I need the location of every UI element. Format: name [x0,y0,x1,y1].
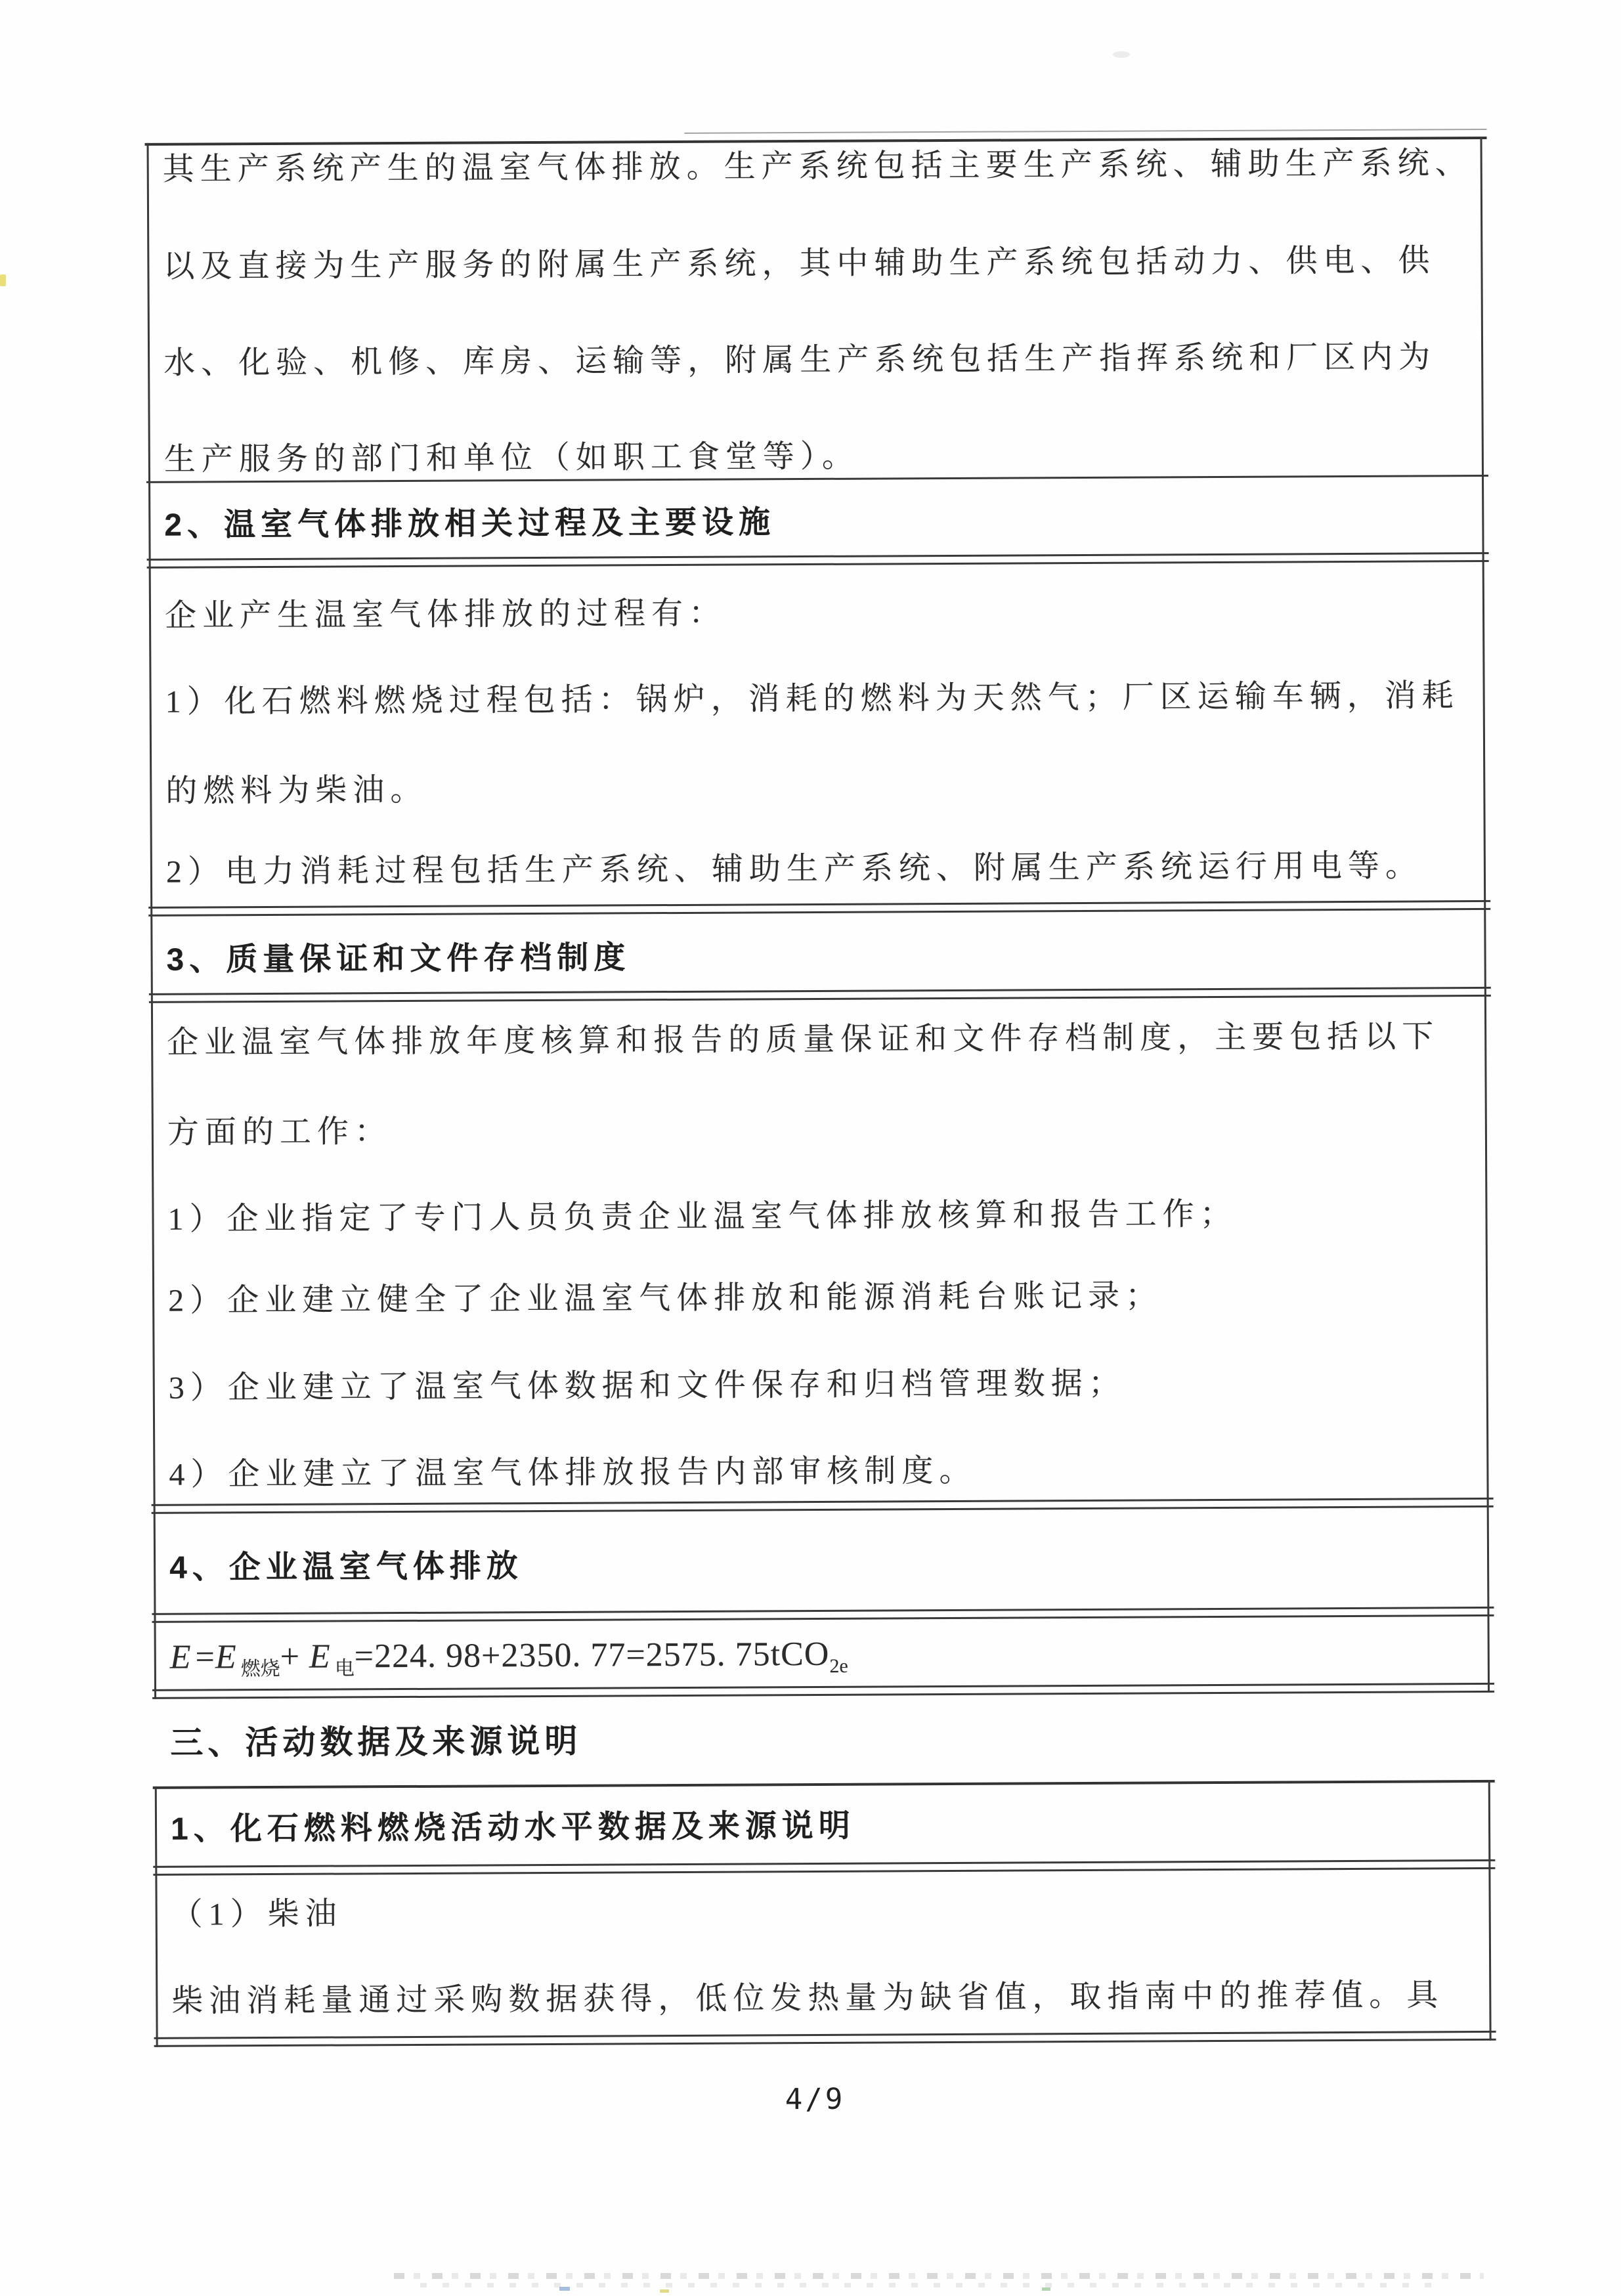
table1-bottom-border-b [152,1691,1494,1699]
header-fossil-fuel-activity-data: 1、化石燃料燃烧活动水平数据及来源说明 [170,1808,855,1847]
scan-artifact-smudge [1113,51,1130,58]
para-qa-item-2: 2）企业建立健全了企业温室气体排放和能源消耗台账记录； [167,1278,1163,1318]
formula-plus: + [280,1637,301,1676]
table1-row5-border-a [152,1498,1494,1506]
table2-bottom-border-a [154,2031,1496,2039]
para-qa-item-3: 3）企业建立了温室气体数据和文件保存和归档管理数据； [168,1366,1126,1406]
table1-row3-border-b [148,908,1490,917]
para-qa-item-1: 1）企业指定了专门人员负责企业温室气体排放核算和报告工作； [167,1196,1238,1237]
subitem-diesel: （1）柴油 [171,1896,343,1932]
page-number: 4/9 [785,2082,846,2117]
table2-right-border [1488,1780,1492,2041]
formula-E-electricity: E [309,1637,331,1676]
para-system-scope-line-3: 水、化验、机修、库房、运输等，附属生产系统包括生产指挥系统和厂区内为 [163,339,1437,381]
scan-noise-band-2 [420,2283,1444,2287]
header-quality-assurance: 3、质量保证和文件存档制度 [166,940,631,978]
table1-row4-border-b [149,995,1491,1003]
table1-left-border [147,143,157,1699]
para-qa-intro-line-1: 企业温室气体排放年度核算和报告的质量保证和文件存档制度，主要包括以下 [167,1019,1440,1060]
scan-artifact-yellow-speck [660,2289,669,2293]
scan-artifact-green-speck [1042,2287,1050,2291]
scan-artifact-yellow-dash [0,274,6,286]
table1-row6-border-a [152,1607,1494,1615]
table2-left-border [155,1787,158,2047]
formula-E-total: E [169,1638,192,1676]
emission-formula [170,1635,848,1681]
para-system-scope-line-2: 以及直接为生产服务的附属生产系统，其中辅助生产系统包括动力、供电、供 [163,243,1436,284]
table1-top-border [145,137,1487,146]
para-qa-item-4: 4）企业建立了温室气体排放报告内部审核制度。 [169,1453,977,1492]
table1-row6-border-b [152,1614,1494,1623]
formula-sub-co2e: 2e [829,1655,848,1678]
table2-header-border-a [153,1859,1495,1868]
header-enterprise-emission: 4、企业温室气体排放 [169,1549,523,1586]
formula-sub-combustion: 燃烧 [240,1658,280,1680]
table1-row2-border-b [147,560,1489,569]
table1-bottom-border-a [152,1683,1494,1691]
scan-noise-band-1 [394,2273,1484,2279]
table1-right-border [1480,137,1490,1693]
formula-sub-electricity: 电 [334,1657,355,1679]
para-diesel-consumption: 柴油消耗量通过采购数据获得，低位发热量为缺省值，取指南中的推荐值。具 [171,1978,1444,2019]
formula-values: =224. 98+2350. 77=2575. 75tCO [354,1635,830,1676]
formula-E-combustion: E [215,1638,237,1676]
para-system-scope-line-1: 其生产系统产生的温室气体排放。生产系统包括主要生产系统、辅助生产系统、 [162,146,1473,187]
table1-row3-border-a [148,900,1490,909]
table1-row2-border-a [147,552,1489,561]
section-heading-activity-data: 三、活动数据及来源说明 [170,1722,582,1762]
table1-row4-border-a [149,987,1491,995]
para-electricity-consumption: 2）电力消耗过程包括生产系统、辅助生产系统、附属生产系统运行用电等。 [165,848,1423,890]
header-emission-processes: 2、温室气体排放相关过程及主要设施 [164,505,776,543]
para-qa-intro-line-2: 方面的工作： [167,1114,393,1150]
table1-top-border-echo [684,129,1486,134]
scan-artifact-blue-speck [559,2287,570,2291]
table2-header-border-b [153,1867,1495,1876]
para-system-scope-line-4: 生产服务的部门和单位（如职工食堂等）。 [163,439,859,477]
para-fossil-fuel-line-1: 1）化石燃料燃烧过程包括：锅炉，消耗的燃料为天然气；厂区运输车辆，消耗 [165,678,1459,720]
table1-row5-border-b [152,1505,1494,1514]
para-fossil-fuel-line-2: 的燃料为柴油。 [165,772,428,809]
table2-top-border [153,1780,1495,1789]
para-processes-intro: 企业产生温室气体排放的过程有： [164,596,727,634]
formula-equals-1: = [195,1638,216,1676]
table2-bottom-border-b [154,2039,1496,2047]
